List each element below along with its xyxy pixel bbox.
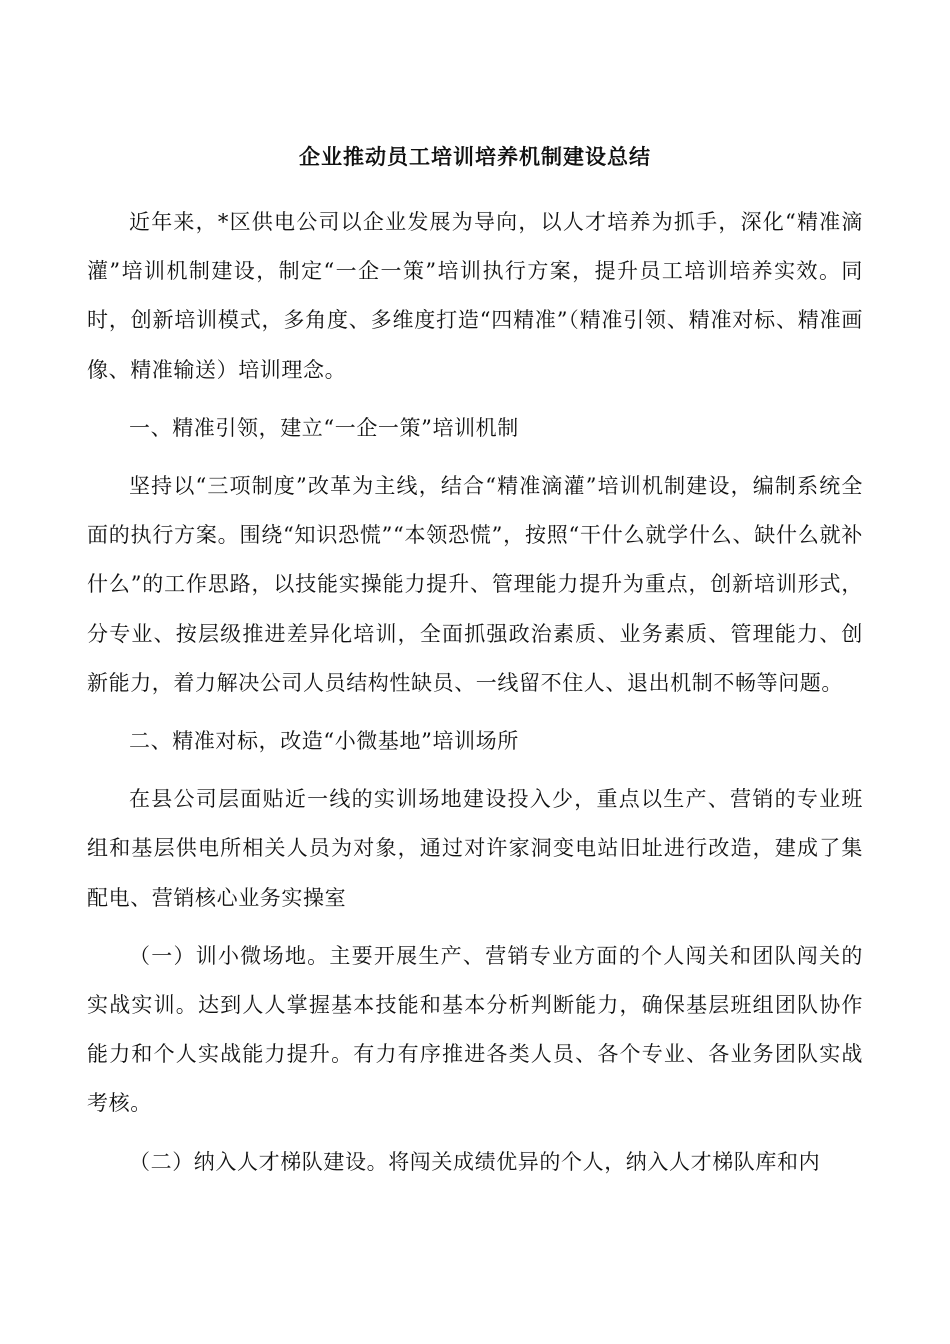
section-1-body: 坚持以“三项制度”改革为主线，结合“精准滴灌”培训机制建设，编制系统全面的执行方案。围绕“知识恐慌”“本领恐慌”，按照“干什么就学什么、缺什么就补什么”的工作思路，以技能实操能力提升、管理能力提升为重点，创新培训形式，分专业、按层级推进差异化培训，全面抓强政治素质、业务素质、管理能力、创新能力，着力解决公司人员结构性缺员、一线留不住人、退出机制不畅等问题。 [87,474,863,695]
sub-item-2: （二）纳入人才梯队建设。将闯关成绩优异的个人，纳入人才梯队库和内 [129,1149,821,1174]
section-2-heading: 二、精准对标，改造“小微基地”培训场所 [129,729,519,754]
intro-paragraph: 近年来，*区供电公司以企业发展为导向，以人才培养为抓手，深化“精准滴灌”培训机制建设，制定“一企一策”培训执行方案，提升员工培训培养实效。同时，创新培训模式，多角度、多维度打造“四精准”（精准引领、精准对标、精准画像、精准输送）培训理念。 [87,210,863,382]
section-1-heading: 一、精准引领，建立“一企一策”培训机制 [129,415,519,440]
sub-item-1: （一）训小微场地。主要开展生产、营销专业方面的个人闯关和团队闯关的实战实训。达到人人掌握基本技能和基本分析判断能力，确保基层班组团队协作能力和个人实战能力提升。有力有序推进各类人员、各个专业、各业务团队实战考核。 [87,943,863,1116]
document-page [87,140,863,1196]
document-title: 企业推动员工培训培养机制建设总结 [299,144,651,169]
section-2-body: 在县公司层面贴近一线的实训场地建设投入少，重点以生产、营销的专业班组和基层供电所相关人员为对象，通过对许家洞变电站旧址进行改造，建成了集配电、营销核心业务实操室 [87,787,863,910]
